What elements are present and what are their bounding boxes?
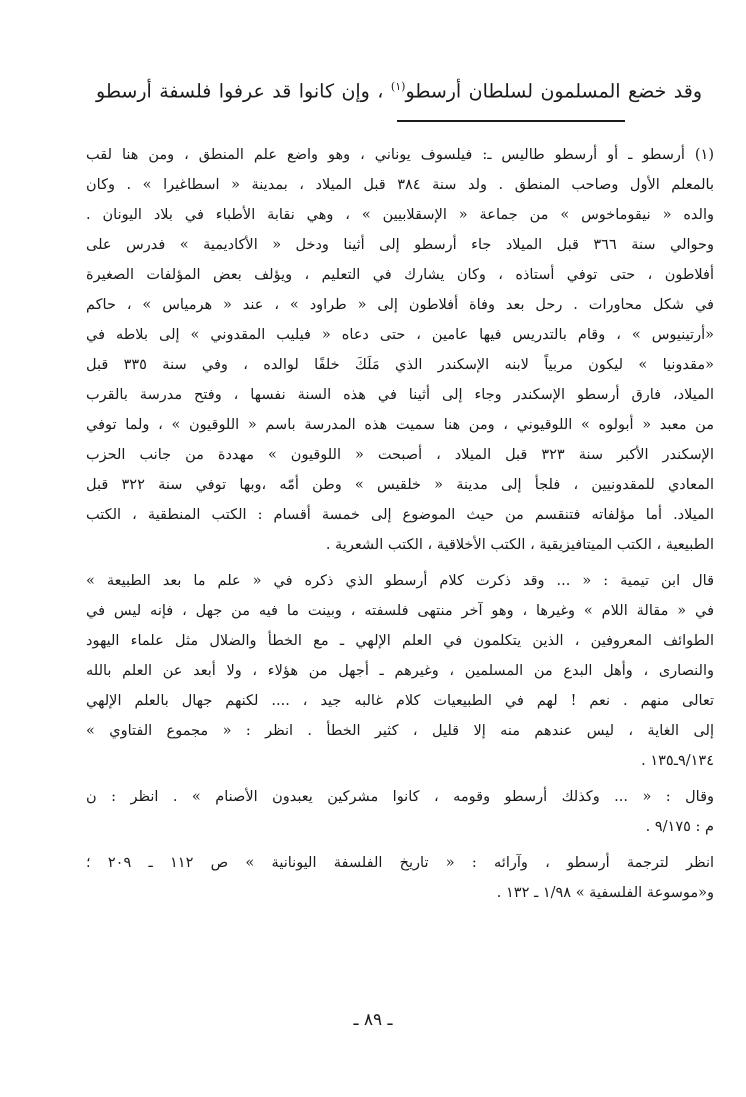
footnote-line: المعادي للمقدونيين ، فلجأ إلى مدينة « خلقيس » وطن أمّه ،وبها توفي سنة ٣٢٢ قبل: [86, 477, 714, 493]
footnote-line: ٩/١٣٤ـ١٣٥ .: [641, 753, 714, 769]
footnote-line: تعالى منهم . نعم ! لهم في الطبيعيات كلام غالبه جيد ، .... لكنهم جهال بالعلم الإلهي: [86, 693, 714, 709]
page-number: ـ ٨٩ ـ: [353, 1010, 393, 1030]
footnote-reference: (١): [390, 80, 406, 93]
footnote-line: الطوائف المعروفين ، الذين يتكلمون في العلم الإلهي ـ مع الخطأ والضلال مثل علماء اليهود: [86, 633, 714, 649]
footnote-line: الطبيعية ، الكتب الميتافيزيقية ، الكتب الأخلاقية ، الكتب الشعرية .: [325, 537, 714, 553]
footnote-line: وحوالي سنة ٣٦٦ قبل الميلاد جاء أرسطو إلى أثينا ودخل « الأكاديمية » فدرس على: [86, 237, 714, 253]
footnote-line: و«موسوعة الفلسفية » ١/٩٨ ـ ١٣٢ .: [496, 885, 714, 901]
footnote-line: في « مقالة اللام » وغيرها ، وهو آخر منتهى فلسفته ، وبينت ما فيه من جهل ، فإنه ليس في: [86, 603, 714, 619]
footnote-line: الإسكندر الأكبر سنة ٣٢٣ قبل الميلاد ، أصبحت « اللوقيون » مهددة من جانب الحزب: [86, 447, 714, 463]
footnote-line: إلى الغاية ، ليس عندهم منه إلا قليل ، كثير الخطأ . انظر : « مجموع الفتاوي »: [86, 723, 714, 739]
footnote-line: بالمعلم الأول وصاحب المنطق . ولد سنة ٣٨٤ قبل الميلاد ، بمدينة « اسطاغيرا » . وكان: [86, 177, 714, 193]
footnote-line: انظر لترجمة أرسطو ، وآرائه : « تاريخ الفلسفة اليونانية » ص ١١٢ ـ ٢٠٩ ؛: [86, 855, 714, 871]
footnote-line: م : ٩/١٧٥ .: [645, 819, 714, 835]
footnote-line: في شكل محاورات . رحل بعد وفاة أفلاطون إلى « طراود » ، عند « هرمياس » ، حاكم: [86, 297, 714, 313]
footnote-line: الميلاد. أما مؤلفاته فتنقسم من حيث الموضوع إلى خمسة أقسام : الكتب المنطقية ، الكتب: [86, 507, 714, 523]
body-text-line: [96, 72, 702, 106]
body-text-before-ref: وقد خضع المسلمون لسلطان أرسطو: [405, 80, 703, 103]
footnote-line: والنصارى ، وأهل البدع من المسلمين ، وغيرهم ـ أجهل من هؤلاء ، ولا أبعد عن العلم بالله: [86, 663, 714, 679]
footnote-line: من معبد « أبولوه » اللوقيوني ، ومن هنا سميت هذه المدرسة باسم « اللوقيون » ، ولما توفي: [86, 417, 714, 433]
footnote-line: (١) أرسطو ـ أو أرسطو طاليس ـ: فيلسوف يوناني ، وهو واضع علم المنطق ، ومن هنا لقب: [86, 147, 714, 163]
footnote-line: أفلاطون ، حتى توفي أستاذه ، وكان يشارك في التعليم ، ويؤلف بعض المؤلفات الصغيرة: [86, 267, 714, 283]
footnote-line: قال ابن تيمية : « ... وقد ذكرت كلام أرسطو الذي ذكره في « علم ما بعد الطبيعة »: [86, 573, 714, 589]
footnote-line: الميلاد، فارق أرسطو الإسكندر وجاء إلى أثينا في هذه السنة نفسها ، وفتح مدرسة بالقرب: [86, 387, 714, 403]
body-text-after-ref: ، وإن كانوا قد عرفوا فلسفة أرسطو: [96, 80, 384, 103]
footnotes: [86, 140, 714, 908]
footnote-line: وقال : « ... وكذلك أرسطو وقومه ، كانوا مشركين يعبدون الأصنام » . انظر : ن: [86, 789, 714, 805]
footnote-line: «أرتينيوس » ، وقام بالتدريس فيها عامين ، حتى دعاه « فيليب المقدوني » إلى بلاطه في: [86, 327, 714, 343]
footnote-line: والده « نيقوماخوس » من جماعة « الإسقلابيين » ، وهي نقابة الأطباء في بلاد اليونان .: [86, 207, 714, 223]
footnote-separator: [397, 120, 625, 122]
footnote-line: «مقدونيا » ليكون مربياً لابنه الإسكندر الذي مَلَكَ خلفًا لوالده ، وفي سنة ٣٣٥ قبل: [86, 357, 714, 373]
